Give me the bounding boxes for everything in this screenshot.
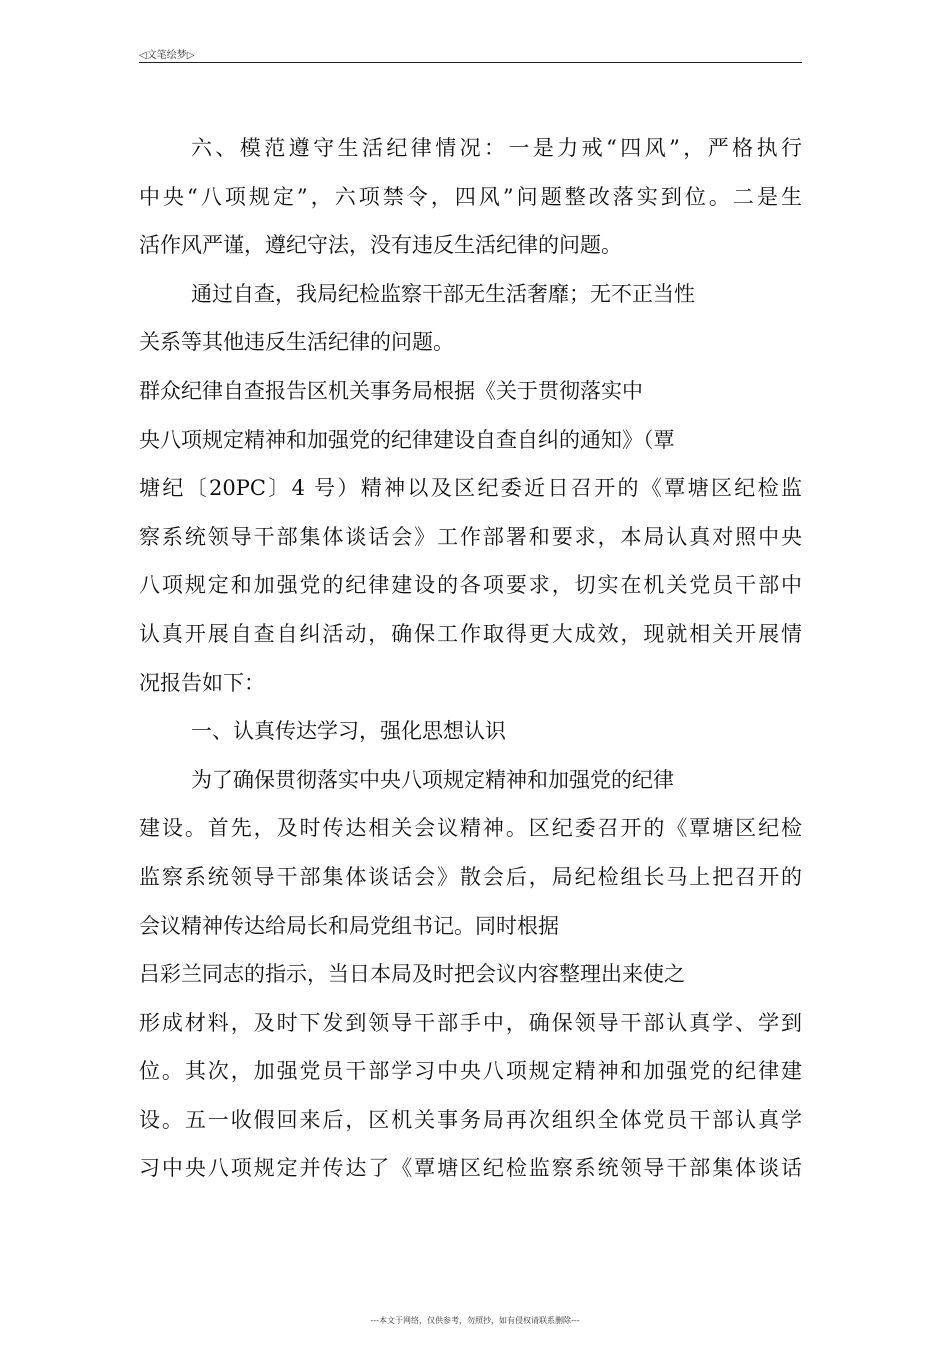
text-line: 八项规定和加强党的纪律建设的各项要求，切实在机关党员干部中 <box>139 573 802 598</box>
page-header <box>139 44 802 63</box>
page-footer: ---本文于网络，仅供参考，勿照抄，如有侵权请联系删除--- <box>370 1316 580 1325</box>
text-line: 认真开展自查自纠活动，确保工作取得更大成效，现就相关开展情 <box>139 621 802 646</box>
text-line: 群众纪律自查报告区机关事务局根据《关于贯彻落实中 <box>139 378 643 403</box>
text-line: 况报告如下： <box>139 670 265 695</box>
text-line: 建设。首先，及时传达相关会议精神。区纪委召开的《覃塘区纪检 <box>139 816 802 841</box>
text-line: 监察系统领导干部集体谈话会》散会后，局纪检组长马上把召开的 <box>139 864 802 889</box>
text-line: 习中央八项规定并传达了《覃塘区纪检监察系统领导干部集体谈话 <box>139 1156 802 1181</box>
text-line: 位。其次，加强党员干部学习中央八项规定精神和加强党的纪律建 <box>139 1059 802 1084</box>
text-line: 六、模范遵守生活纪律情况：一是力戒“四风”，严格执行 <box>191 136 802 160</box>
text-line: 设。五一收假回来后，区机关事务局再次组织全体党员干部认真学 <box>139 1107 802 1132</box>
text-line: 形成材料，及时下发到领导干部手中，确保领导干部认真学、学到 <box>139 1010 802 1035</box>
document-body <box>139 124 802 1193</box>
text-line: 为了确保贯彻落实中央八项规定精神和加强党的纪律 <box>191 767 674 792</box>
text-line: 塘纪〔20PC〕4 号）精神以及区纪委近日召开的《覃塘区纪检监 <box>139 476 802 501</box>
section-heading: 一、认真传达学习，强化思想认识 <box>191 719 506 744</box>
text-line: 央八项规定精神和加强党的纪律建设自查自纠的通知》（覃 <box>139 427 675 452</box>
text-line: 中央“八项规定”，六项禁令，四风”问题整改落实到位。二是生 <box>139 184 802 209</box>
text-line: 通过自查，我局纪检监察干部无生活奢靡；无不正当性 <box>191 281 695 306</box>
text-line: 吕彩兰同志的指示，当日本局及时把会议内容整理出来使之 <box>139 962 685 987</box>
header-text: ◁文笔绘梦▷ <box>139 50 195 61</box>
text-line: 会议精神传达给局长和局党组书记。同时根据 <box>139 913 559 938</box>
text-line: 关系等其他违反生活纪律的问题。 <box>139 330 454 355</box>
text-line: 活作风严谨，遵纪守法，没有违反生活纪律的问题。 <box>139 233 622 258</box>
text-line: 察系统领导干部集体谈话会》工作部署和要求，本局认真对照中央 <box>139 524 802 549</box>
